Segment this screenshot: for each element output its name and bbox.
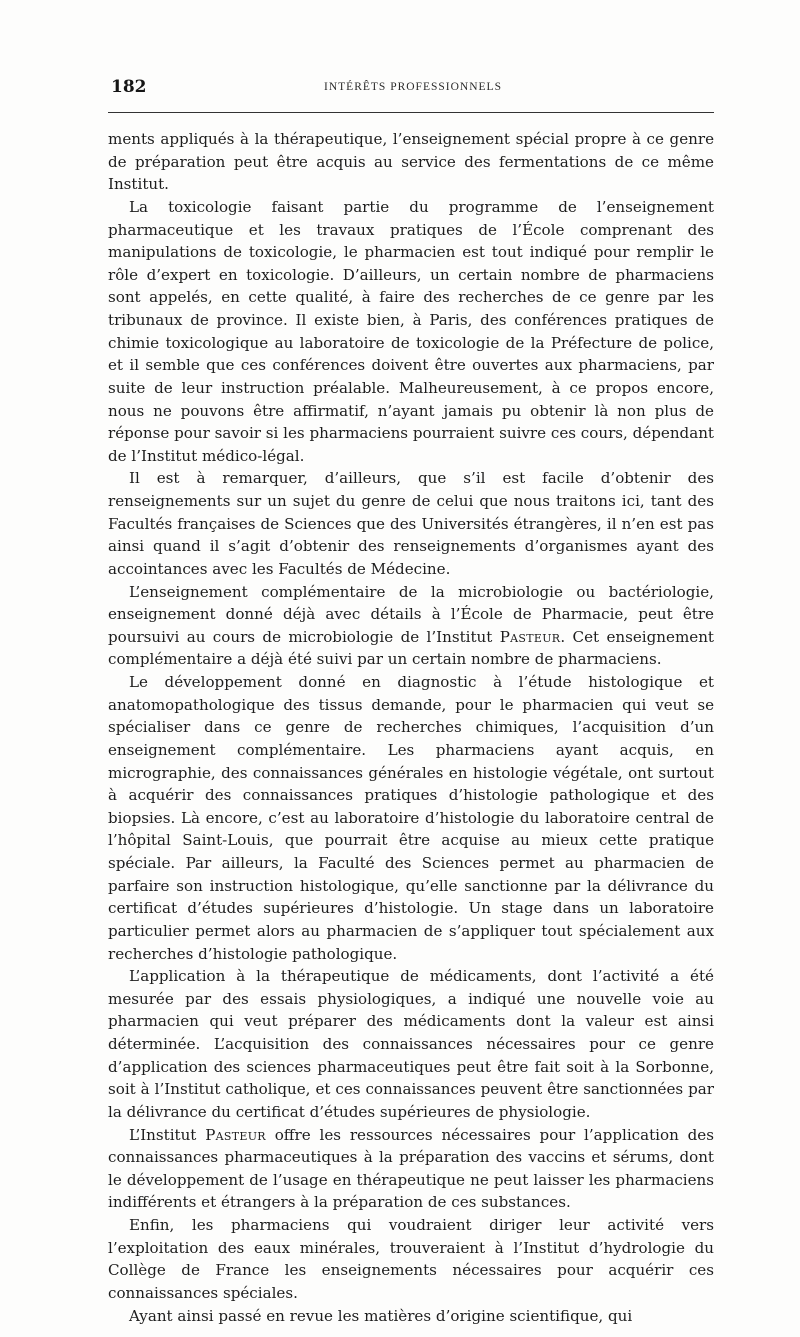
pasteur-name: Pasteur	[205, 1125, 266, 1144]
header-rule	[108, 112, 714, 113]
paragraph-1: ments appliqués à la thérapeutique, l’enseignement spécial propre à ce genre de préparation peut être acquis au service des fermentations de ce même Institut.	[108, 130, 714, 194]
paragraph-7-text-before: L’Institut	[129, 1125, 206, 1144]
paragraph-5: Le développement donné en diagnostic à l’étude histologique et anatomopathologique des tissus demande, pour le pharmacien qui veut se spécialiser dans ce genre de recherches chimiques, l’acquisition d’un enseignement complémentaire. Les pharmaciens ayant acquis, en micrographie, des connaissances générales en histologie végétale, ont surtout à acquérir des connaissances pratiques d’histologie pathologique et des biopsies. Là encore, c’est au laboratoire d’histologie du laboratoire central de l’hôpital Saint-Louis, que pourrait être acquise au mieux cette pratique spéciale. Par ailleurs, la Faculté des Sciences permet au pharmacien de parfaire son instruction histologique, qu’elle sanctionne par la délivrance du certificat d’études supérieures d’histologie. Un stage dans un laboratoire particulier permet alors au pharmacien de s’appliquer tout spécialement aux recherches d’histologie pathologique.	[108, 673, 714, 963]
paragraph-2: La toxicologie faisant partie du programme de l’enseignement pharmaceutique et les travaux pratiques de l’École comprenant des manipulations de toxicologie, le pharmacien est tout indiqué pour remplir le rôle d’expert en toxicologie. D’ailleurs, un certain nombre de pharmaciens sont appelés, en cette qualité, à faire des recherches de ce genre par les tribunaux de province. Il existe bien, à Paris, des conférences pratiques de chimie toxicologique au laboratoire de toxicologie de la Préfecture de police, et il semble que ces conférences doivent être ouvertes aux pharmaciens, par suite de leur instruction préalable. Malheureusement, à ce propos encore, nous ne pouvons être affirmatif, n’ayant jamais pu obtenir là non plus de réponse pour savoir si les pharmaciens pourraient suivre ces cours, dépendant de l’Institut médico-légal.	[108, 197, 714, 465]
pasteur-name: Pasteur	[499, 627, 561, 646]
paragraph-7	[108, 1124, 714, 1215]
paragraph-4	[108, 581, 714, 672]
paragraph-7-text-after: offre les ressources nécessaires pour l’application des connaissances pharmaceutiques à la préparation des vaccins et sérums, dont le développement de l’usage en thérapeutique ne peut laisser les pharmaciens indifférents et étrangers à la préparation de ces substances.	[108, 1125, 714, 1212]
paragraph-4-text-before: L’enseignement complémentaire de la microbiologie ou bactériologie, enseignement donné déjà avec détails à l’École de Pharmacie, peut être poursuivi au cours de microbiologie de l’Institut	[108, 582, 714, 646]
paragraph-3: Il est à remarquer, d’ailleurs, que s’il est facile d’obtenir des renseignements sur un sujet du genre de celui que nous traitons ici, tant des Facultés françaises de Sciences que des Universités étrangères, il n’en est pas ainsi quand il s’agit d’obtenir des renseignements d’organismes ayant des accointances avec les Facultés de Médecine.	[108, 469, 714, 578]
page-number: 182	[111, 77, 147, 97]
paragraph-8: Enfin, les pharmaciens qui voudraient diriger leur activité vers l’exploitation des eaux minérales, trouveraient à l’Institut d’hydrologie du Collège de France les enseignements nécessaires pour acquérir ces connaissances spéciales.	[108, 1216, 714, 1302]
paragraph-9: Ayant ainsi passé en revue les matières d’origine scientifique, qui	[129, 1306, 633, 1325]
running-title: INTÉRÊTS PROFESSIONNELS	[324, 81, 502, 93]
body-text	[108, 128, 714, 1327]
page-header	[111, 77, 715, 101]
paragraph-4-text-after: . Cet enseignement complémentaire a déjà été suivi par un certain nombre de pharmaciens.	[108, 627, 714, 669]
paragraph-6: L’application à la thérapeutique de médicaments, dont l’activité a été mesurée par des essais physiologiques, a indiqué une nouvelle voie au pharmacien qui veut préparer des médicaments dont la valeur est ainsi déterminée. L’acquisition des connaissances nécessaires pour ce genre d’application des sciences pharmaceutiques peut être fait soit à la Sorbonne, soit à l’Institut catholique, et ces connaissances peuvent être sanctionnées par la délivrance du certificat d’études supérieures de physiologie.	[108, 967, 714, 1121]
